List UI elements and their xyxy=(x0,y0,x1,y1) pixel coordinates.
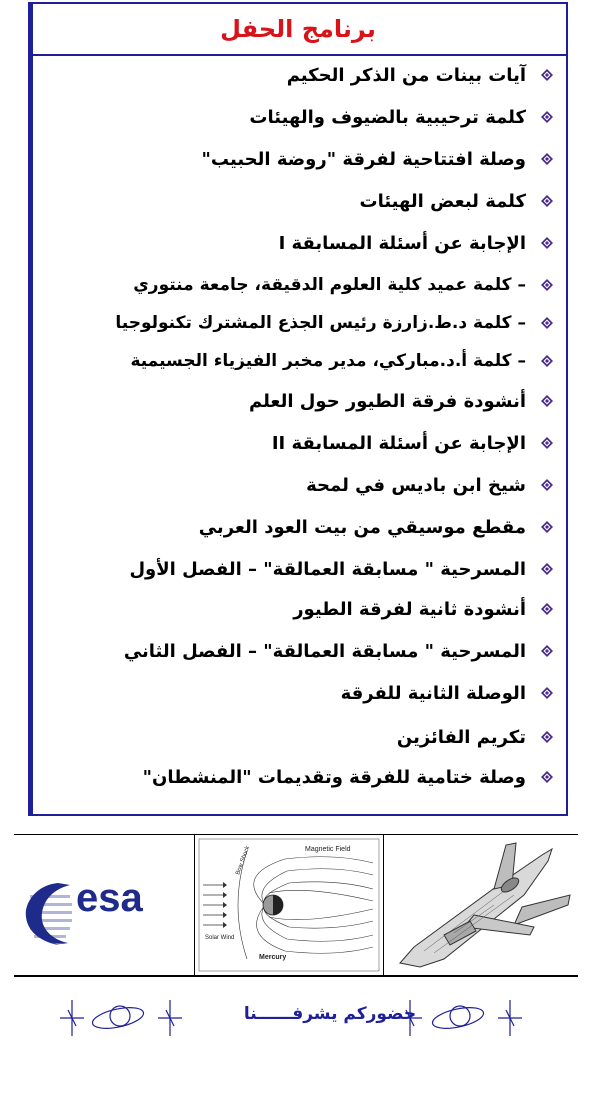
bow-shock-label: Bow Shock xyxy=(235,845,252,876)
diamond-bullet-icon xyxy=(536,232,558,254)
program-box xyxy=(28,2,568,816)
strip-bottom-line xyxy=(14,976,578,977)
program-item xyxy=(36,552,558,586)
diamond-bullet-icon xyxy=(536,558,558,580)
welcome-text: حضوركم يشرفــــــنا xyxy=(243,1004,417,1024)
program-item xyxy=(36,468,558,502)
diamond-bullet-icon xyxy=(536,598,558,620)
magnetic-field-label: Magnetic Field xyxy=(305,846,351,853)
esa-logo-text: esa xyxy=(76,876,143,920)
program-item xyxy=(36,58,558,92)
diamond-bullet-icon xyxy=(536,516,558,538)
program-item xyxy=(36,142,558,176)
program-item-text: – كلمة د.ط.زارزة رئيس الجذع المشترك تكنولوجيا xyxy=(115,313,526,333)
diamond-bullet-icon xyxy=(536,682,558,704)
program-item-text: كلمة لبعض الهيئات xyxy=(359,190,526,212)
mercury-label: Mercury xyxy=(259,954,287,961)
program-item xyxy=(36,306,558,340)
program-item-text: كلمة ترحيبية بالضيوف والهيئات xyxy=(249,106,526,128)
program-item-text: تكريم الفائزين xyxy=(396,726,526,748)
program-item-text: شيخ ابن باديس في لمحة xyxy=(306,474,526,496)
program-item xyxy=(36,760,558,794)
diamond-bullet-icon xyxy=(536,64,558,86)
title-bar xyxy=(30,4,566,56)
program-item-text: الوصلة الثانية للفرقة xyxy=(340,682,526,704)
program-title: برنامج الحفل xyxy=(220,15,376,43)
program-item-text: – كلمة عميد كلية العلوم الدقيقة، جامعة منتوري xyxy=(133,275,526,295)
program-item xyxy=(36,634,558,668)
diamond-bullet-icon xyxy=(536,640,558,662)
program-item xyxy=(36,384,558,418)
diamond-bullet-icon xyxy=(536,432,558,454)
spacecraft-icon xyxy=(384,835,578,975)
magnetosphere-diagram xyxy=(195,835,383,975)
diamond-bullet-icon xyxy=(536,190,558,212)
program-item xyxy=(36,100,558,134)
magnetosphere-diagram-panel xyxy=(194,835,384,975)
program-item-text: المسرحية " مسابقة العمالقة" – الفصل الأول xyxy=(129,558,526,580)
program-item-text: آيات بينات من الذكر الحكيم xyxy=(286,64,526,86)
images-strip xyxy=(14,834,578,976)
footer xyxy=(50,992,550,1048)
spacecraft-image-panel xyxy=(384,835,578,975)
program-item xyxy=(36,268,558,302)
diamond-bullet-icon xyxy=(536,148,558,170)
program-item-text: أنشودة فرقة الطيور حول العلم xyxy=(248,390,526,412)
diamond-bullet-icon xyxy=(536,474,558,496)
program-item-text: أنشودة ثانية لفرقة الطيور xyxy=(293,598,526,620)
diamond-bullet-icon xyxy=(536,766,558,788)
diamond-bullet-icon xyxy=(536,106,558,128)
program-item-text: الإجابة عن أسئلة المسابقة I xyxy=(278,232,526,254)
esa-logo-panel xyxy=(14,835,194,975)
program-item-text: المسرحية " مسابقة العمالقة" – الفصل الثاني xyxy=(123,640,526,662)
diamond-bullet-icon xyxy=(536,350,558,372)
program-item-text: وصلة ختامية للفرقة وتقديمات "المنشطان" xyxy=(142,766,526,788)
program-item xyxy=(36,676,558,710)
program-item xyxy=(36,184,558,218)
program-item xyxy=(36,426,558,460)
diamond-bullet-icon xyxy=(536,726,558,748)
program-item xyxy=(36,720,558,754)
diamond-bullet-icon xyxy=(536,390,558,412)
program-item-text: – كلمة أ.د.مباركي، مدير مخبر الفيزياء الجسيمية xyxy=(130,351,526,371)
solar-wind-label: Solar Wind xyxy=(205,935,235,941)
diamond-bullet-icon xyxy=(536,274,558,296)
esa-logo xyxy=(14,835,194,975)
program-item-text: وصلة افتتاحية لفرقة "روضة الحبيب" xyxy=(201,148,526,170)
program-item xyxy=(36,592,558,626)
diamond-bullet-icon xyxy=(536,312,558,334)
program-item-text: الإجابة عن أسئلة المسابقة II xyxy=(271,432,526,454)
program-item-text: مقطع موسيقي من بيت العود العربي xyxy=(198,516,526,538)
program-item xyxy=(36,226,558,260)
program-item xyxy=(36,510,558,544)
program-item xyxy=(36,344,558,378)
